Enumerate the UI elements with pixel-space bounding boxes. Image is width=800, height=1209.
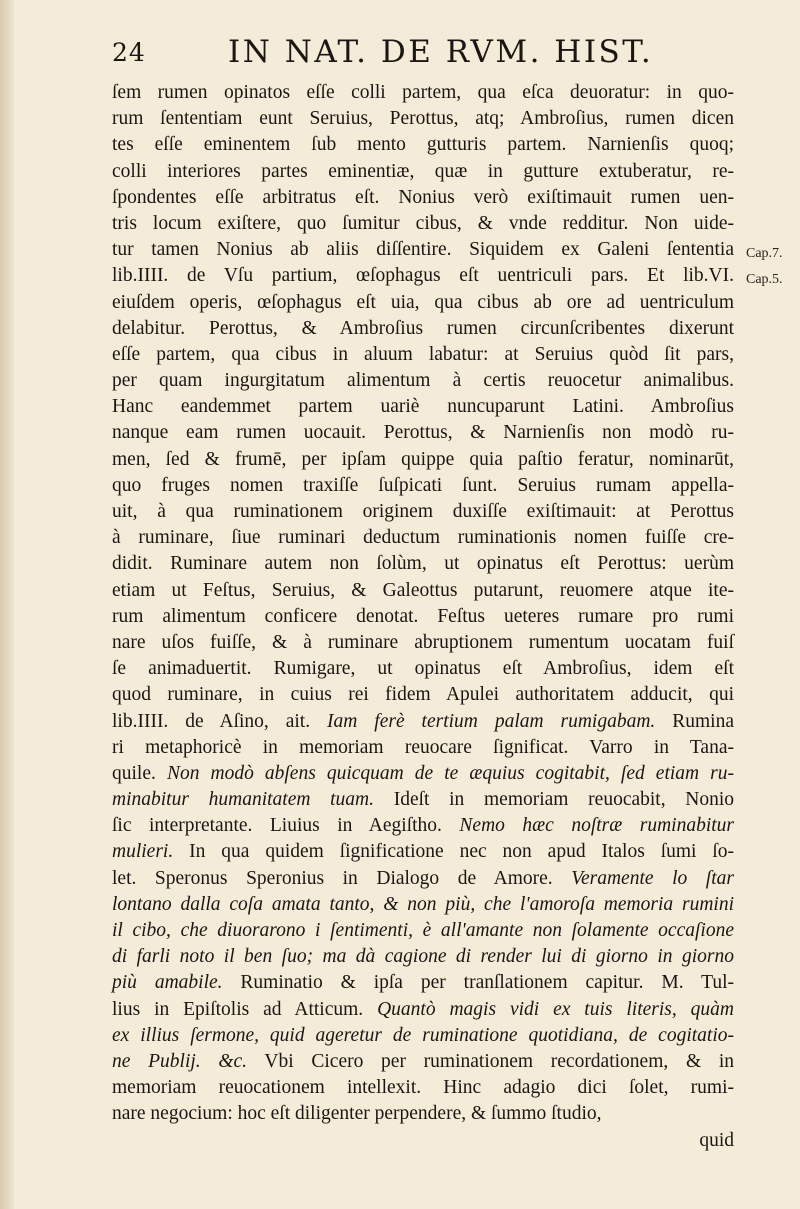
- text-line: [112, 342, 734, 368]
- text-segment: rum ſententiam eunt Seruius, Perottus, atq; Ambroſius, rumen dicen: [112, 108, 734, 130]
- text-line: [112, 237, 734, 263]
- text-segment: lius in Epiſtolis ad Atticum.: [112, 998, 364, 1020]
- text-line: [112, 1023, 734, 1049]
- text-line: [112, 447, 734, 473]
- italic-quotation: Non modò abſens quicquam de te æquius cogitabit, ſed etiam ru-: [166, 762, 735, 784]
- text-segment: Ideſt in memoriam reuocabit, Nonio: [393, 789, 735, 811]
- text-line: [112, 997, 734, 1023]
- text-line: [112, 1049, 734, 1075]
- italic-quotation: Veramente lo ſtar: [571, 867, 734, 889]
- text-line: [112, 159, 734, 185]
- italic-quotation: lontano dalla coſa amata tanto, & non più, che l'amoroſa memoria rumini: [112, 893, 734, 915]
- text-line: [112, 1075, 734, 1101]
- text-line: [112, 499, 734, 525]
- text-line: [112, 813, 734, 839]
- text-line: [112, 604, 734, 630]
- text-segment: let. Speronus Speronius in Dialogo de Amore.: [112, 867, 553, 889]
- text-line: [112, 892, 734, 918]
- italic-quotation: Iam ferè tertium palam rumigabam.: [327, 710, 656, 732]
- text-segment: ſe animaduertit. Rumigare, ut opinatus eſt Ambroſius, idem eſt: [112, 658, 734, 680]
- text-segment: eſſe partem, qua cibus in aluum labatur: at Seruius quòd ſit pars,: [112, 343, 734, 365]
- text-segment: Vbi Cicero per ruminationem recordationem, & in: [264, 1050, 734, 1072]
- text-line: [112, 290, 734, 316]
- text-segment: uit, à qua ruminationem originem duxiſſe exiſtimauit: at Perottus: [112, 501, 734, 522]
- italic-quotation: il cibo, che diuorarono i ſentimenti, è all'amante non ſolamente occaſione: [112, 920, 734, 941]
- text-line: [112, 394, 734, 420]
- text-line: [112, 630, 734, 656]
- text-segment: lib.IIII. de Vſu partium, œſophagus eſt uentriculi pars. Et lib.VI.: [112, 265, 734, 287]
- text-segment: ſic interpretante. Liuius in Aegiſtho.: [112, 815, 442, 837]
- text-line: [112, 656, 734, 682]
- text-segment: Rumina: [672, 710, 734, 732]
- italic-quotation: minabitur humanitatem tuam.: [112, 789, 375, 811]
- italic-quotation: più amabile.: [112, 972, 223, 994]
- text-segment: eiuſdem operis, œſophagus eſt uia, qua cibus ab ore ad uentriculum: [112, 291, 734, 313]
- text-segment: Hanc eandemmet partem uariè nuncuparunt Latini. Ambroſius: [112, 396, 734, 418]
- text-segment: quod ruminare, in cuius rei fidem Apulei authoritatem adducit, qui: [112, 684, 734, 706]
- italic-quotation: mulieri.: [112, 841, 174, 863]
- text-line: [112, 1101, 734, 1127]
- margin-note-cap5: Cap.5.: [746, 272, 783, 287]
- text-segment: rum alimentum conficere denotat. Feſtus ueteres rumare pro rumi: [112, 605, 734, 627]
- text-line: [112, 525, 734, 551]
- text-segment: per quam ingurgitatum alimentum à certis reuocetur animalibus.: [112, 370, 734, 392]
- catchword: quid: [699, 1129, 734, 1151]
- italic-quotation: Nemo hæc noſtræ ruminabitur: [459, 815, 735, 837]
- text-line: [112, 709, 734, 735]
- text-line: [112, 970, 734, 996]
- text-segment: tris locum exiſtere, quo ſumitur cibus, & vnde redditur. Non uide-: [112, 212, 734, 234]
- text-line: [112, 211, 734, 237]
- text-line: [112, 787, 734, 813]
- body-text: [112, 80, 734, 1154]
- italic-quotation: Quantò magis vidi ex tuis literis, quàm: [377, 998, 734, 1020]
- text-line: [112, 551, 734, 577]
- text-line: [112, 263, 734, 289]
- text-line: [112, 866, 734, 892]
- text-line: [112, 761, 734, 787]
- text-segment: colli interiores partes eminentiæ, quæ in gutture extuberatur, re-: [112, 160, 734, 182]
- text-segment: tes eſſe eminentem ſub mento gutturis partem. Narnienſis quoq;: [112, 134, 734, 156]
- text-segment: quo fruges nomen traxiſſe ſuſpicati ſunt. Seruius rumam appella-: [112, 474, 734, 496]
- text-segment: In qua quidem ſignificatione nec non apud Italos ſumi ſo-: [189, 841, 735, 863]
- text-line: [112, 132, 734, 158]
- text-segment: didit. Ruminare autem non ſolùm, ut opinatus eſt Perottus: uerùm: [112, 553, 734, 575]
- text-line: [112, 368, 734, 394]
- margin-note-cap7: Cap.7.: [746, 246, 783, 261]
- text-segment: nanque eam rumen uocauit. Perottus, & Narnienſis non modò ru-: [112, 422, 734, 444]
- text-line: [112, 473, 734, 499]
- text-line: [112, 918, 734, 944]
- running-title: IN NAT. DE RVM. HIST.: [228, 34, 654, 70]
- text-segment: nare uſos fuiſſe, & à ruminare abruptionem rumentum uocatam fuiſ: [112, 631, 734, 653]
- text-segment: à ruminare, ſiue ruminari deductum ruminationis nomen fuiſſe cre-: [112, 527, 734, 549]
- page-number: 24: [112, 38, 146, 67]
- text-line: [112, 185, 734, 211]
- italic-quotation: ex illius ſermone, quid ageretur de ruminatione quotidiana, de cogitatio-: [112, 1024, 734, 1046]
- text-segment: delabitur. Perottus, & Ambroſius rumen circunſcribentes dixerunt: [112, 317, 734, 339]
- text-segment: ri metaphoricè in memoriam reuocare ſignificat. Varro in Tana-: [112, 736, 734, 758]
- text-segment: etiam ut Feſtus, Seruius, & Galeottus putarunt, reuomere atque ite-: [112, 579, 734, 601]
- text-segment: nare negocium: hoc eſt diligenter perpendere, & ſummo ſtudio,: [112, 1103, 602, 1125]
- text-segment: memoriam reuocationem intellexit. Hinc adagio dici ſolet, rumi-: [112, 1077, 734, 1099]
- text-line: [112, 80, 734, 106]
- text-line: [112, 420, 734, 446]
- text-line: [112, 735, 734, 761]
- text-line: [112, 316, 734, 342]
- text-segment: lib.IIII. de Aſino, ait.: [112, 710, 311, 732]
- text-line: [112, 682, 734, 708]
- text-segment: Ruminatio & ipſa per tranſlationem capitur. M. Tul-: [240, 972, 734, 994]
- text-segment: ſpondentes eſſe arbitratus eſt. Nonius verò exiſtimauit rumen uen-: [112, 186, 734, 208]
- text-segment: men, ſed & frumē, per ipſam quippe quia paſtio feratur, nominarūt,: [112, 448, 734, 470]
- text-line: [112, 839, 734, 865]
- text-segment: tur tamen Nonius ab aliis diſſentire. Siquidem ex Galeni ſententia: [112, 239, 734, 261]
- text-line: [112, 944, 734, 970]
- running-header: [110, 32, 730, 72]
- italic-quotation: ne Publij. &c.: [112, 1050, 248, 1072]
- text-segment: ſem rumen opinatos eſſe colli partem, qua eſca deuoratur: in quo-: [112, 82, 734, 103]
- text-line: [112, 578, 734, 604]
- text-segment: quile.: [112, 762, 156, 784]
- page-edge: [0, 0, 14, 1209]
- text-line: [112, 106, 734, 132]
- italic-quotation: di farli noto il ben ſuo; ma dà cagione di render lui di giorno in giorno: [112, 946, 734, 968]
